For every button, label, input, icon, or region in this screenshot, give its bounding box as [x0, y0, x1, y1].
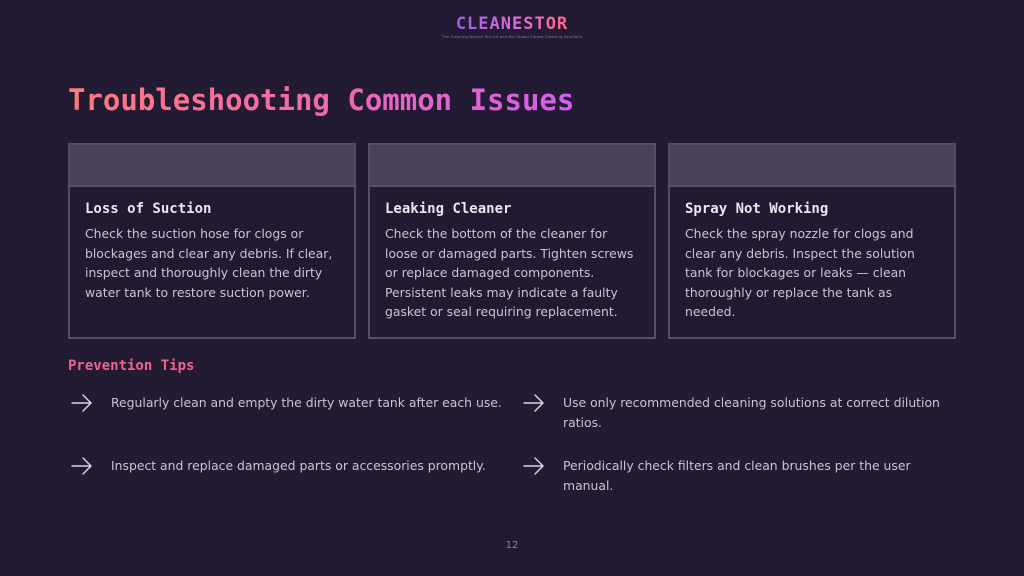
brand-logo: [0, 14, 1024, 39]
card-title: Loss of Suction: [85, 201, 212, 217]
page-title-part2: Common Issues: [347, 83, 575, 117]
prevention-tip: [70, 393, 510, 413]
arrow-right-icon: [522, 456, 546, 476]
card-header-image: [70, 145, 354, 187]
tip-text: Periodically check filters and clean brushes per the user manual.: [563, 458, 911, 493]
card-body: Check the spray nozzle for clogs and clear any debris. Inspect the solution tank for blockages or leaks — clean thoroughly or replace the tank as needed.: [685, 226, 915, 319]
card-title: Leaking Cleaner: [385, 201, 512, 217]
arrow-right-icon: [522, 393, 546, 413]
card-header-image: [370, 145, 654, 187]
tip-text: Regularly clean and empty the dirty water tank after each use.: [111, 395, 502, 410]
tip-text: Use only recommended cleaning solutions at correct dilution ratios.: [563, 395, 940, 430]
issue-card-spray-not-working: [668, 143, 956, 339]
prevention-tip: [522, 456, 952, 495]
page-number: 12: [505, 540, 519, 551]
prevention-tips-heading: Prevention Tips: [68, 358, 195, 374]
arrow-right-icon: [70, 456, 94, 476]
issue-card-leaking-cleaner: [368, 143, 656, 339]
card-header-image: [670, 145, 954, 187]
card-body: Check the bottom of the cleaner for loose or damaged parts. Tighten screws or replace damaged components. Persistent leaks may indicate a faulty gasket or seal requiring replacement.: [385, 226, 634, 319]
page-title-part1: Troubleshooting: [68, 83, 330, 117]
card-body: Check the suction hose for clogs or blockages and clear any debris. If clear, inspect and thoroughly clean the dirty water tank to restore suction power.: [85, 226, 333, 300]
arrow-right-icon: [70, 393, 94, 413]
prevention-tip: [70, 456, 510, 476]
issue-card-loss-of-suction: [68, 143, 356, 339]
tip-text: Inspect and replace damaged parts or accessories promptly.: [111, 458, 486, 473]
page-title: [68, 82, 574, 118]
prevention-tip: [522, 393, 952, 432]
card-title: Spray Not Working: [685, 201, 829, 217]
logo-tagline: The Cleaning Device Tool kit and the Global Carpet Cleaning Solutions: [442, 35, 582, 39]
logo-name: CLEANESTOR: [455, 14, 569, 34]
